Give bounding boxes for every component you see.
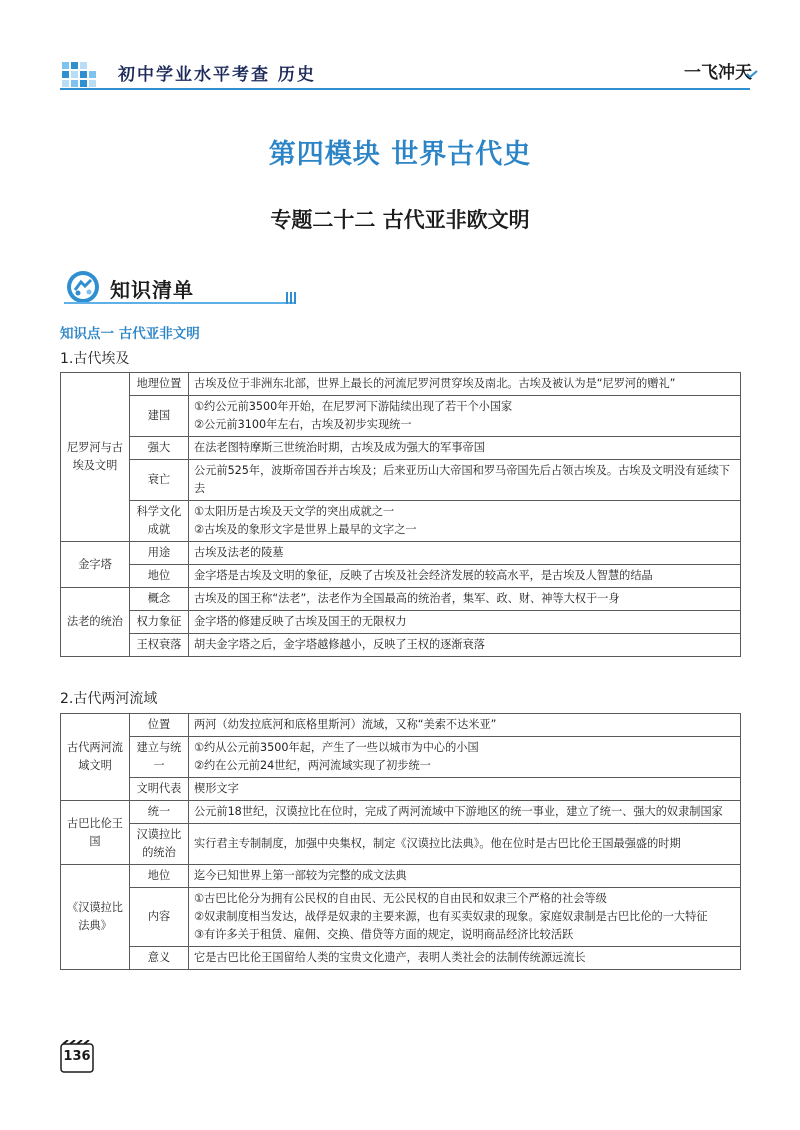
row-label: 地位 <box>130 865 189 888</box>
row-label: 王权衰落 <box>130 634 189 657</box>
row-label: 位置 <box>130 714 189 737</box>
group-label: 尼罗河与古埃及文明 <box>61 373 130 542</box>
page-number: 136 <box>63 1049 91 1064</box>
content-line: 公元前525年，波斯帝国吞并古埃及；后来亚历山大帝国和罗马帝国先后占领古埃及。古埃及文明没有延续下去 <box>194 464 730 495</box>
section-badge-title: 知识清单 <box>110 278 194 302</box>
header-logo-icon <box>60 58 102 90</box>
header-rule <box>60 88 750 90</box>
row-content <box>189 611 741 634</box>
table-row <box>61 634 741 657</box>
content-line: 古埃及的国王称“法老”，法老作为全国最高的统治者，集军、政、财、神等大权于一身 <box>194 592 620 605</box>
row-label: 内容 <box>130 888 189 947</box>
knowledge-list-badge-icon <box>64 270 102 304</box>
row-content <box>189 865 741 888</box>
content-line: ①约公元前3500年开始，在尼罗河下游陆续出现了若干个小国家 <box>194 400 513 413</box>
row-content <box>189 373 741 396</box>
content-line: 胡夫金字塔之后，金字塔越修越小，反映了王权的逐渐衰落 <box>194 638 485 651</box>
content-line: ①太阳历是古埃及天文学的突出成就之一 <box>194 505 395 518</box>
row-label: 地位 <box>130 565 189 588</box>
table-row <box>61 460 741 501</box>
mesopotamia-table <box>60 713 741 970</box>
section-rule <box>64 302 294 304</box>
row-content <box>189 437 741 460</box>
content-line: 它是古巴比伦王国留给人类的宝贵文化遗产，表明人类社会的法制传统源远流长 <box>194 951 586 964</box>
table-row <box>61 565 741 588</box>
content-line: 实行君主专制制度，加强中央集权，制定《汉谟拉比法典》。他在位时是古巴比伦王国最强盛的时期 <box>194 837 681 850</box>
table-row <box>61 542 741 565</box>
content-line: 迄今已知世界上第一部较为完整的成文法典 <box>194 869 407 882</box>
row-content <box>189 634 741 657</box>
group-label: 古巴比伦王国 <box>61 801 130 865</box>
row-label: 地理位置 <box>130 373 189 396</box>
row-content <box>189 501 741 542</box>
group-label: 法老的统治 <box>61 588 130 657</box>
row-label: 意义 <box>130 947 189 970</box>
row-label: 科学文化成就 <box>130 501 189 542</box>
row-content <box>189 801 741 824</box>
row-label: 权力象征 <box>130 611 189 634</box>
table-row <box>61 947 741 970</box>
row-label: 强大 <box>130 437 189 460</box>
row-label: 用途 <box>130 542 189 565</box>
table-row <box>61 373 741 396</box>
table-row <box>61 501 741 542</box>
egypt-heading: 1.古代埃及 <box>60 351 130 367</box>
content-line: ②古埃及的象形文字是世界上最早的文字之一 <box>194 523 417 536</box>
content-line: 楔形文字 <box>194 782 239 795</box>
row-content <box>189 947 741 970</box>
row-label: 文明代表 <box>130 778 189 801</box>
row-label: 衰亡 <box>130 460 189 501</box>
table-row <box>61 888 741 947</box>
row-label: 建国 <box>130 396 189 437</box>
topic-title: 专题二十二 古代亚非欧文明 <box>270 208 530 232</box>
table-row <box>61 611 741 634</box>
content-line: 在法老图特摩斯三世统治时期，古埃及成为强大的军事帝国 <box>194 441 485 454</box>
knowledge-point-title: 知识点一 古代亚非文明 <box>60 326 200 342</box>
row-content <box>189 588 741 611</box>
brand-name: 一飞冲天 <box>684 63 752 83</box>
row-content <box>189 778 741 801</box>
content-line: ①古巴比伦分为拥有公民权的自由民、无公民权的自由民和奴隶三个严格的社会等级 <box>194 892 607 905</box>
header-title: 初中学业水平考查 历史 <box>118 65 316 85</box>
content-line: 古埃及位于非洲东北部，世界上最长的河流尼罗河贯穿埃及南北。古埃及被认为是“尼罗河的赠礼” <box>194 377 676 390</box>
content-line: 公元前18世纪，汉谟拉比在位时，完成了两河流域中下游地区的统一事业，建立了统一、强大的奴隶制国家 <box>194 805 723 818</box>
content-line: 金字塔是古埃及文明的象征，反映了古埃及社会经济发展的较高水平，是古埃及人智慧的结晶 <box>194 569 653 582</box>
egypt-table <box>60 372 741 657</box>
row-content <box>189 888 741 947</box>
content-line: ②奴隶制度相当发达，战俘是奴隶的主要来源，也有买卖奴隶的现象。家庭奴隶制是古巴比伦的一大特征 <box>194 910 708 923</box>
rule-end-bars-icon <box>286 292 296 304</box>
row-content <box>189 824 741 865</box>
mesopotamia-heading: 2.古代两河流域 <box>60 691 158 707</box>
content-line: 古埃及法老的陵墓 <box>194 546 284 559</box>
row-content <box>189 542 741 565</box>
content-line: ③有许多关于租赁、雇佣、交换、借贷等方面的规定，说明商品经济比较活跃 <box>194 928 574 941</box>
table-row <box>61 801 741 824</box>
row-label: 统一 <box>130 801 189 824</box>
content-line: 两河（幼发拉底河和底格里斯河）流域，又称“美索不达米亚” <box>194 718 497 731</box>
row-label: 汉谟拉比的统治 <box>130 824 189 865</box>
module-title: 第四模块 世界古代史 <box>268 139 532 170</box>
table-row <box>61 865 741 888</box>
row-label: 建立与统一 <box>130 737 189 778</box>
group-label: 金字塔 <box>61 542 130 588</box>
content-line: 金字塔的修建反映了古埃及国王的无限权力 <box>194 615 407 628</box>
table-row <box>61 396 741 437</box>
row-content <box>189 396 741 437</box>
table-row <box>61 714 741 737</box>
row-content <box>189 565 741 588</box>
group-label: 古代两河流域文明 <box>61 714 130 801</box>
row-content <box>189 714 741 737</box>
row-label: 概念 <box>130 588 189 611</box>
table-row <box>61 737 741 778</box>
content-line: ①约从公元前3500年起，产生了一些以城市为中心的小国 <box>194 741 479 754</box>
table-row <box>61 588 741 611</box>
table-row <box>61 437 741 460</box>
checkmark-icon <box>746 70 758 78</box>
table-row <box>61 824 741 865</box>
row-content <box>189 460 741 501</box>
content-line: ②公元前3100年左右，古埃及初步实现统一 <box>194 418 412 431</box>
row-content <box>189 737 741 778</box>
table-row <box>61 778 741 801</box>
group-label: 《汉谟拉比法典》 <box>61 865 130 970</box>
content-line: ②约在公元前24世纪，两河流域实现了初步统一 <box>194 759 431 772</box>
